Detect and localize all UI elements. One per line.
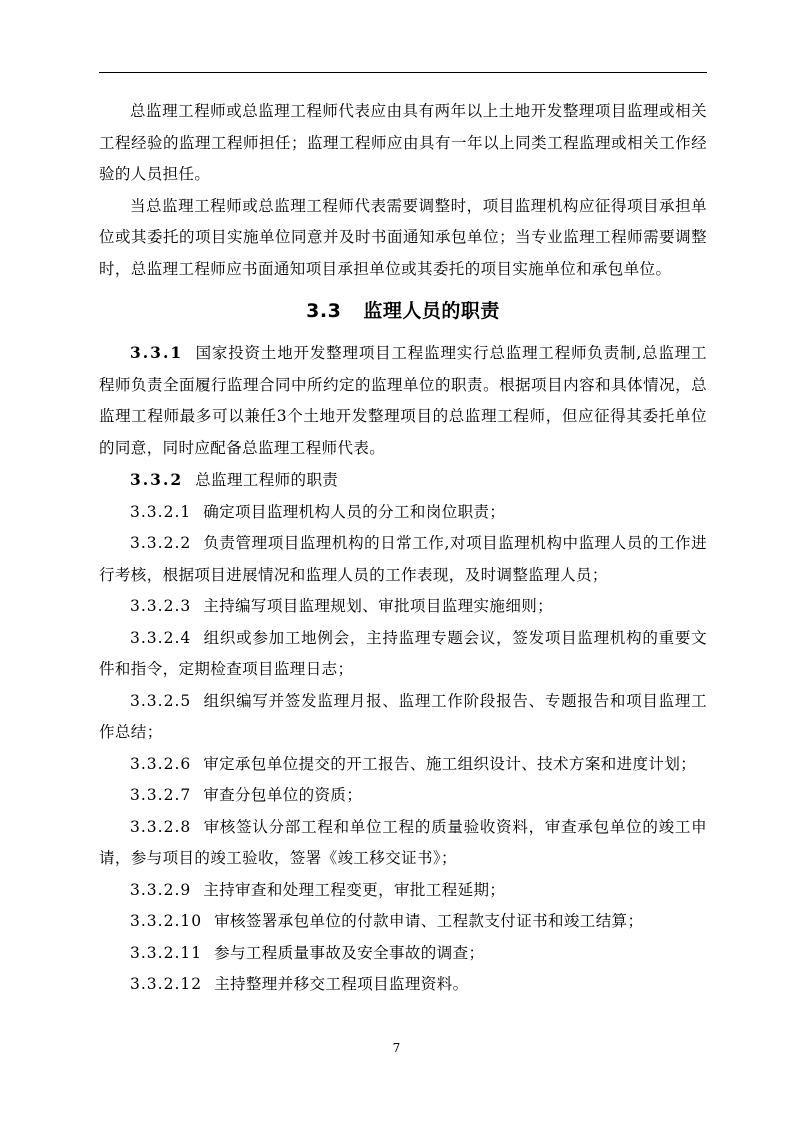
item-text: 负责管理项目监理机构的日常工作,对项目监理机构中监理人员的工作进行考核，根据项目进展情况和监理人员的工作表现，及时调整监理人员； — [99, 534, 707, 584]
list-item — [99, 497, 707, 529]
list-item — [99, 623, 707, 686]
list-item — [99, 528, 707, 591]
list-item — [99, 749, 707, 781]
item-text: 审查分包单位的资质； — [203, 786, 363, 804]
list-item — [99, 875, 707, 907]
list-item — [99, 591, 707, 623]
item-text: 主持审查和处理工程变更，审批工程延期； — [203, 880, 506, 899]
list-item — [99, 686, 707, 749]
item-number: 3.3.2.1 — [130, 502, 192, 521]
list-item — [99, 938, 707, 970]
item-number: 3.3.2.8 — [130, 817, 192, 836]
item-text: 参与工程质量事故及安全事故的调查； — [214, 943, 485, 962]
item-text: 主持整理并移交工程项目监理资料。 — [214, 975, 469, 993]
item-number: 3.3.2.5 — [130, 691, 192, 710]
item-number: 3.3.2.7 — [130, 786, 192, 804]
list-item — [99, 906, 707, 938]
item-text: 确定项目监理机构人员的分工和岗位职责； — [203, 502, 506, 521]
item-text: 审核签署承包单位的付款申请、工程款支付证书和竣工结算； — [214, 912, 644, 930]
item-text: 审核签认分部工程和单位工程的质量验收资料，审查承包单位的竣工申请，参与项目的竣工验收，签署《竣工移交证书》； — [99, 817, 707, 867]
header-rule — [99, 72, 707, 73]
section-heading — [99, 296, 707, 326]
clause-3-3-1 — [99, 337, 707, 464]
list-item — [99, 969, 707, 1001]
item-text: 组织或参加工地例会，主持监理专题会议，签发项目监理机构的重要文件和指令，定期检查项目监理日志； — [99, 628, 707, 678]
item-text: 审定承包单位提交的开工报告、施工组织设计、技术方案和进度计划； — [203, 754, 697, 773]
intro-paragraph-2: 当总监理工程师或总监理工程师代表需要调整时，项目监理机构应征得项目承担单位或其委托的项目实施单位同意并及时书面通知承包单位；当专业监理工程师需要调整时，总监理工程师应书面通知项目承担单位或其委托的项目实施单位和承包单位。 — [99, 196, 707, 278]
item-number: 3.3.2.9 — [130, 880, 192, 899]
intro-paragraph-1: 总监理工程师或总监理工程师代表应由具有两年以上土地开发整理项目监理或相关工程经验的监理工程师担任；监理工程师应由具有一年以上同类工程监理或相关工作经验的人员担任。 — [99, 102, 707, 183]
clause-text: 国家投资土地开发整理项目工程监理实行总监理工程师负责制,总监理工程师负责全面履行监理合同中所约定的监理单位的职责。根据项目内容和具体情况，总监理工程师最多可以兼任3个土地开发整理项目的总监理工程师，但应征得其委托单位的同意，同时应配备总监理工程师代表。 — [99, 344, 707, 457]
document-body — [99, 96, 707, 1001]
item-text: 主持编写项目监理规划、审批项目监理实施细则； — [203, 597, 554, 615]
item-number: 3.3.2.3 — [130, 597, 192, 615]
section-title: 监理人员的职责 — [363, 300, 500, 322]
item-number: 3.3.2.4 — [130, 628, 192, 647]
item-number: 3.3.2.10 — [130, 912, 203, 930]
clause-3-3-2 — [99, 464, 707, 497]
item-number: 3.3.2.2 — [130, 534, 192, 552]
item-number: 3.3.2.11 — [130, 943, 203, 962]
list-item — [99, 780, 707, 812]
item-text: 组织编写并签发监理月报、监理工作阶段报告、专题报告和项目监理工作总结； — [99, 691, 707, 741]
clause-number: 3.3.2 — [130, 470, 184, 489]
section-number: 3.3 — [306, 300, 342, 322]
list-item — [99, 812, 707, 875]
clause-number: 3.3.1 — [130, 343, 184, 362]
page-number: 7 — [392, 1041, 401, 1055]
item-number: 3.3.2.12 — [130, 975, 203, 993]
item-number: 3.3.2.6 — [130, 754, 192, 773]
clause-text: 总监理工程师的职责 — [195, 471, 339, 489]
